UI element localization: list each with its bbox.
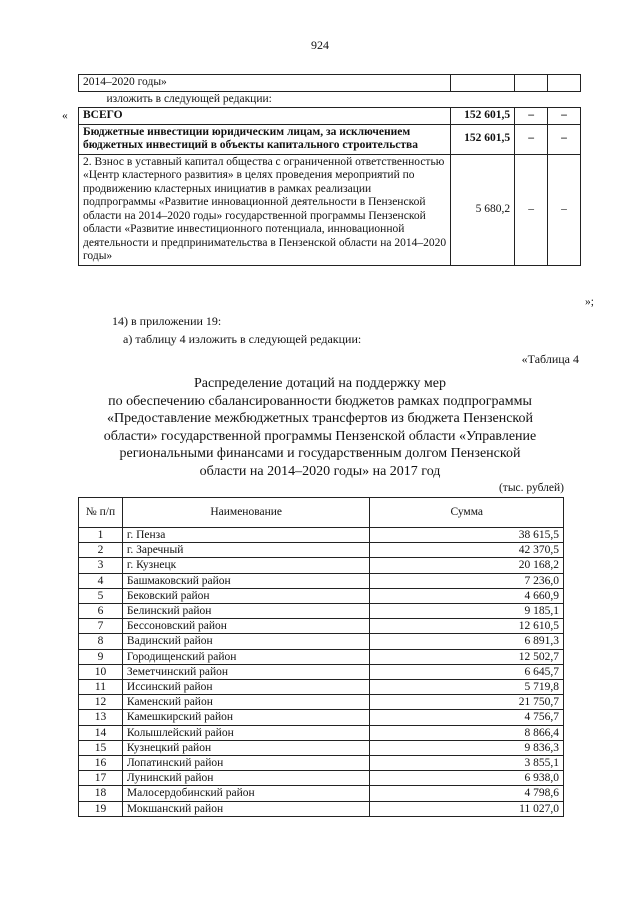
- row-number: 14: [79, 725, 123, 740]
- table-label: «Таблица 4: [521, 352, 579, 366]
- row-name: Вадинский район: [122, 634, 370, 649]
- paragraph-a: а) таблицу 4 изложить в следующей редакции:: [123, 332, 362, 346]
- page-title: [0, 375, 640, 480]
- dash-cell: –: [515, 154, 548, 265]
- row-name: Камешкирский район: [122, 710, 370, 725]
- table-row: [79, 710, 564, 725]
- title-line: области на 2014–2020 годы» на 2017 год: [199, 463, 441, 479]
- row-sum: 42 370,5: [370, 543, 564, 558]
- row-name: Бюджетные инвестиции юридическим лицам, за исключением бюджетных инвестиций в объекты капитального строительства: [79, 124, 451, 154]
- row-sum: 6 891,3: [370, 634, 564, 649]
- row-name: Бековский район: [122, 588, 370, 603]
- row-sum: 5 680,2: [451, 154, 515, 265]
- dash-cell: –: [515, 108, 548, 125]
- table-row: [79, 543, 564, 558]
- row-name: г. Пенза: [122, 528, 370, 543]
- row-sum: 6 938,0: [370, 771, 564, 786]
- row-sum: 11 027,0: [370, 801, 564, 816]
- row-name: Каменский район: [122, 695, 370, 710]
- row-sum: 4 660,9: [370, 588, 564, 603]
- page-number: 924: [311, 38, 329, 52]
- row-name: Бессоновский район: [122, 619, 370, 634]
- close-quote: »;: [585, 296, 594, 308]
- table-row: [79, 528, 564, 543]
- row-name: Иссинский район: [122, 680, 370, 695]
- table-row: [79, 740, 564, 755]
- table-header-row: [79, 498, 564, 528]
- table-row: [79, 756, 564, 771]
- budget-table: [78, 74, 581, 266]
- row-sum: 152 601,5: [451, 108, 515, 125]
- row-name: Лопатинский район: [122, 756, 370, 771]
- row-sum: 152 601,5: [451, 124, 515, 154]
- row-number: 2: [79, 543, 123, 558]
- table-row: [79, 124, 581, 154]
- table-row: [79, 649, 564, 664]
- table-row: [79, 786, 564, 801]
- row-name: Малосердобинский район: [122, 786, 370, 801]
- paragraph-14: 14) в приложении 19:: [112, 314, 222, 328]
- header-num: № п/п: [79, 498, 123, 528]
- table-row: [79, 725, 564, 740]
- row-name: Городищенский район: [122, 649, 370, 664]
- row-number: 8: [79, 634, 123, 649]
- row-name: Кузнецкий район: [122, 740, 370, 755]
- continued-cell: 2014–2020 годы»: [79, 75, 451, 92]
- table-row: [79, 619, 564, 634]
- header-name: Наименование: [122, 498, 370, 528]
- table-row: [79, 154, 581, 265]
- row-sum: 7 236,0: [370, 573, 564, 588]
- row-number: 19: [79, 801, 123, 816]
- row-sum: 12 610,5: [370, 619, 564, 634]
- open-quote: «: [62, 110, 68, 122]
- distribution-table: [78, 497, 564, 817]
- table-row: [79, 573, 564, 588]
- row-number: 5: [79, 588, 123, 603]
- table-row: [79, 558, 564, 573]
- row-name: Мокшанский район: [122, 801, 370, 816]
- title-line: по обеспечению сбалансированности бюджетов рамках подпрограммы: [108, 393, 532, 409]
- title-line: «Предоставление межбюджетных трансфертов из бюджета Пензенской: [106, 411, 534, 426]
- row-number: 9: [79, 649, 123, 664]
- row-number: 7: [79, 619, 123, 634]
- row-sum: 9 185,1: [370, 604, 564, 619]
- row-name: ВСЕГО: [79, 108, 451, 125]
- header-sum: Сумма: [370, 498, 564, 528]
- row-number: 13: [79, 710, 123, 725]
- row-sum: 20 168,2: [370, 558, 564, 573]
- instruction-row: [79, 91, 581, 108]
- title-line: Распределение дотаций на поддержку мер: [194, 376, 446, 391]
- table-row: [79, 771, 564, 786]
- row-number: 6: [79, 604, 123, 619]
- row-number: 15: [79, 740, 123, 755]
- row-name: Белинский район: [122, 604, 370, 619]
- row-sum: 12 502,7: [370, 649, 564, 664]
- row-sum: 8 866,4: [370, 725, 564, 740]
- row-number: 10: [79, 664, 123, 679]
- dash-cell: –: [548, 108, 581, 125]
- table-row: [79, 108, 581, 125]
- units-label: (тыс. рублей): [498, 482, 564, 494]
- row-sum: 9 836,3: [370, 740, 564, 755]
- row-name: 2. Взнос в уставный капитал общества с ограниченной ответственностью «Центр кластерного развития» в целях проведения мероприятий по продвижению кластерных инициатив в рамках реализации подпрограммы «Развитие инновационной деятельности в Пензенской области на 2014–2020 годы» государственной программы Пензенской области «Развитие инвестиционного потенциала, инновационной деятельности и предпринимательства в Пензенской области на 2014–2020 годы»: [79, 154, 451, 265]
- row-sum: 38 615,5: [370, 528, 564, 543]
- row-name: Лунинский район: [122, 771, 370, 786]
- row-name: Башмаковский район: [122, 573, 370, 588]
- title-line: области» государственной программы Пензенской области «Управление: [103, 428, 537, 444]
- row-name: г. Кузнецк: [122, 558, 370, 573]
- row-sum: 4 756,7: [370, 710, 564, 725]
- row-sum: 21 750,7: [370, 695, 564, 710]
- table-row: [79, 680, 564, 695]
- table-row: [79, 695, 564, 710]
- dash-cell: –: [548, 154, 581, 265]
- row-sum: 3 855,1: [370, 756, 564, 771]
- row-number: 4: [79, 573, 123, 588]
- row-number: 1: [79, 528, 123, 543]
- table-row: [79, 588, 564, 603]
- row-sum: 5 719,8: [370, 680, 564, 695]
- row-number: 11: [79, 680, 123, 695]
- table-row: [79, 75, 581, 92]
- row-sum: 6 645,7: [370, 664, 564, 679]
- table-row: [79, 634, 564, 649]
- row-number: 3: [79, 558, 123, 573]
- row-name: г. Заречный: [122, 543, 370, 558]
- dash-cell: –: [548, 124, 581, 154]
- row-name: Колышлейский район: [122, 725, 370, 740]
- row-name: Земетчинский район: [122, 664, 370, 679]
- row-number: 18: [79, 786, 123, 801]
- row-sum: 4 798,6: [370, 786, 564, 801]
- table-row: [79, 801, 564, 816]
- dash-cell: –: [515, 124, 548, 154]
- row-number: 12: [79, 695, 123, 710]
- instruction-text: изложить в следующей редакции:: [106, 92, 272, 105]
- title-line: региональными финансами и государственным долгом Пензенской: [119, 446, 521, 461]
- row-number: 16: [79, 756, 123, 771]
- table-row: [79, 664, 564, 679]
- table-row: [79, 604, 564, 619]
- row-number: 17: [79, 771, 123, 786]
